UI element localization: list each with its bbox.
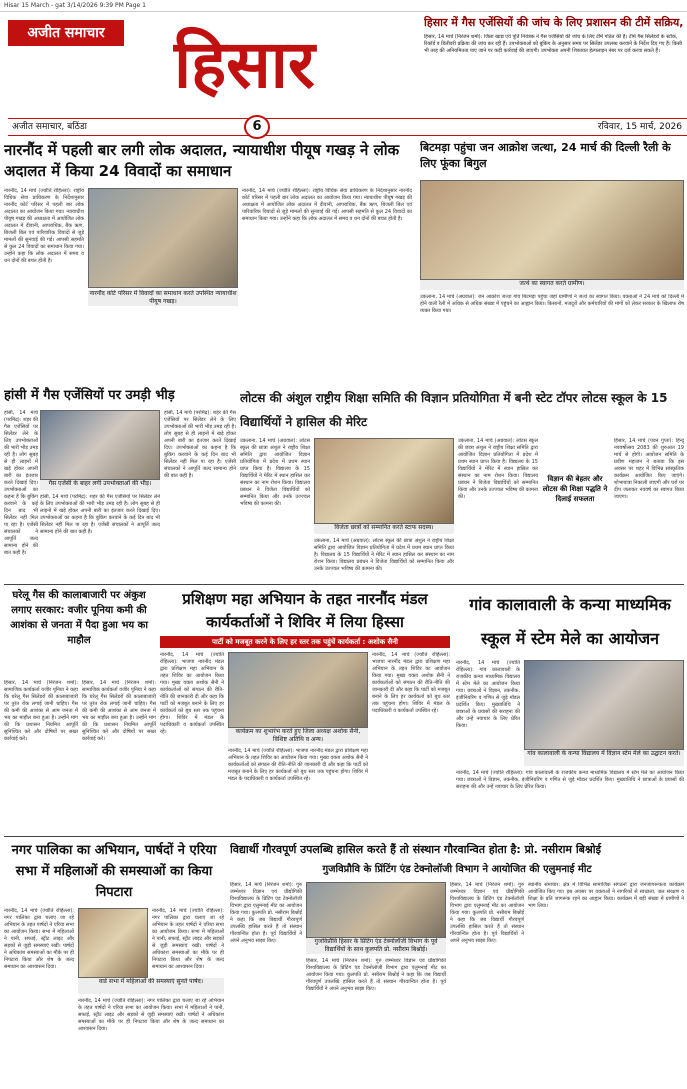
story6-photo	[228, 652, 368, 728]
story9-caption: गुजविप्रौवि हिसार के प्रिंटिंग एंड टेक्नोलॉजी विभाग के पूर्व विद्यार्थियों के साथ कुलपति प्रो. नसीराम बिश्नोई।	[306, 938, 446, 954]
story6-subhead: पार्टी को मजबूत करने के लिए हर स्तर तक पहुंचें कार्यकर्ता : अशोक सैनी	[160, 636, 450, 648]
story7-text-cont: नारनौंद, 14 मार्च (ज्योति रोहिल्ला): गांव कालावाली के राजकीय कन्या माध्यमिक विद्यालय में स्टेम मेले का आयोजन किया गया। छात्राओं ने विज्ञान, तकनीक, इंजीनियरिंग व गणित से जुड़े मॉडल प्रदर्शित किए। मुख्यातिथि ने छात्राओं के प्रयासों की सराहना की और उन्हें नवाचार के लिए प्रेरित किया।	[456, 770, 684, 790]
story9-headline: विद्यार्थी गौरवपूर्ण उपलब्धि हासिल करते हैं तो संस्थान गौरवान्वित होता है: प्रो. नसीराम बिश्नोई	[230, 843, 601, 856]
city-title: हिसार	[174, 25, 315, 103]
story8-text: नारनौंद, 14 मार्च (ज्योति रोहिल्ला): नगर पालिका द्वारा चलाए जा रहे अभियान के तहत पार्षदों ने एरिया सभा का आयोजन किया। सभा में महिलाओं ने पानी, सफाई, स्ट्रीट लाइट और सड़कों से जुड़ी समस्याएं रखीं। पार्षदों ने अधिकांश समस्याओं का मौके पर ही निपटारा किया और शेष के जल्द समाधान का आश्वासन दिया।	[4, 908, 74, 970]
story4-text-col3: उकलाना, 14 मार्च (अग्रवाल): लोटस स्कूल की छात्रा अंशुल ने राष्ट्रीय शिक्षा समिति द्वारा आयोजित विज्ञान प्रतियोगिता में प्रदेश में प्रथम स्थान प्राप्त किया है। विद्यालय के 15 विद्यार्थियों ने मेरिट में स्थान हासिल कर संस्थान का नाम रोशन किया। विद्यालय प्रबंधन ने विजेता विद्यार्थियों को सम्मानित किया और उनके उज्ज्वल भविष्य की कामना की।	[458, 438, 538, 500]
story5-text: हिसार, 14 मार्च (निरंजन शर्मा): सामाजिक कार्यकर्ता वजीर पूनिया ने कहा कि घरेलू गैस सिलेंडरों की कालाबाजारी पर तुरंत रोक लगाई जानी चाहिए। गैस की कमी की आशंका से आम जनता में भय का माहौल बना हुआ है। उन्होंने मांग की कि प्रशासन नियमित आपूर्ति सुनिश्चित करे और दोषियों पर सख्त कार्रवाई करे।	[4, 680, 78, 742]
page-number: 6	[244, 115, 270, 139]
edition-line	[8, 118, 687, 136]
story8-headline: नगर पालिका का अभियान, पार्षदों ने एरिया सभा में महिलाओं की समस्याओं का किया निपटारा	[11, 843, 217, 900]
story1-headline: नारनौंद में पहली बार लगी लोक अदालत, न्यायाधीश पीयूष गखड़ ने लोक अदालत में किया 24 विवादों का समाधान	[4, 141, 400, 180]
story2-headline: बिटमड़ा पहुंचा जन आक्रोश जत्था, 24 मार्च की दिल्ली रैली के लिए फूंका बिगुल	[420, 141, 671, 170]
story7-text: नारनौंद, 14 मार्च (ज्योति रोहिल्ला): गांव कालावाली के राजकीय कन्या माध्यमिक विद्यालय में स्टेम मेले का आयोजन किया गया। छात्राओं ने विज्ञान, तकनीक, इंजीनियरिंग व गणित से जुड़े मॉडल प्रदर्शित किए। मुख्यातिथि ने छात्राओं के प्रयासों की सराहना की और उन्हें नवाचार के लिए प्रेरित किया।	[456, 660, 520, 729]
story9-text-cont2: हिसार, 14 मार्च (निरंजन शर्मा): गुरु जम्भेश्वर विज्ञान एवं प्रौद्योगिकी विश्वविद्यालय के प्रिंटिंग एंड टेक्नोलॉजी विभाग द्वारा एलुमनाई मीट का आयोजन किया गया। कुलपति प्रो. नसीराम बिश्नोई ने कहा कि जब विद्यार्थी गौरवपूर्ण उपलब्धि हासिल करते हैं तो संस्थान गौरवान्वित होता है। पूर्व विद्यार्थियों ने अपने अनुभव साझा किए।	[450, 882, 524, 944]
issue-date: रविवार, 15 मार्च, 2026	[597, 122, 682, 132]
story4-subhead: विज्ञान की बेहतर और लोटस की शिक्षा पद्धति ने दिलाई सफलता	[542, 475, 608, 503]
story9-text: हिसार, 14 मार्च (निरंजन शर्मा): गुरु जम्भेश्वर विज्ञान एवं प्रौद्योगिकी विश्वविद्यालय के प्रिंटिंग एंड टेक्नोलॉजी विभाग द्वारा एलुमनाई मीट का आयोजन किया गया। कुलपति प्रो. नसीराम बिश्नोई ने कहा कि जब विद्यार्थी गौरवपूर्ण उपलब्धि हासिल करते हैं तो संस्थान गौरवान्वित होता है। पूर्व विद्यार्थियों ने अपने अनुभव साझा किए।	[230, 882, 302, 944]
story9-photo	[306, 882, 446, 938]
story3-photo	[40, 410, 160, 480]
masthead	[4, 14, 684, 134]
story10-text: स्थानीय समाचार: क्षेत्र में विभिन्न सामाजिक संगठनों द्वारा जनजागरूकता कार्यक्रम आयोजित किए गए। इस अवसर पर वक्ताओं ने नागरिकों से स्वच्छता, जल संरक्षण व शिक्षा के प्रति जागरूक रहने का आह्वान किया। कार्यक्रम में बड़ी संख्या में ग्रामीणों ने भाग लिया।	[528, 882, 684, 909]
story1-photo	[88, 188, 238, 288]
story6-text-cont2: नारनौंद, 14 मार्च (ज्योति रोहिल्ला): भाजपा नारनौंद मंडल द्वारा प्रशिक्षण महा अभियान के तहत शिविर का आयोजन किया गया। मुख्य वक्ता अशोक सैनी ने कार्यकर्ताओं को संगठन की रीति-नीति की जानकारी दी और कहा कि पार्टी को मजबूत बनाने के लिए हर कार्यकर्ता को बूथ स्तर तक पहुंचना होगा। शिविर में मंडल के पदाधिकारी व कार्यकर्ता उपस्थित रहे।	[228, 748, 368, 782]
story1-text: नारनौंद, 14 मार्च (ज्योति रोहिल्ला): राष्ट्रीय विधिक सेवा प्राधिकरण के निर्देशानुसार नारनौंद कोर्ट परिसर में पहली बार लोक अदालत का आयोजन किया गया। न्यायाधीश पीयूष गखड़ की अध्यक्षता में आयोजित लोक अदालत में दीवानी, आपराधिक, बैंक ऋण, बिजली बिल एवं पारिवारिक विवादों से जुड़े मामलों की सुनवाई की गई। आपसी सहमति से कुल 24 विवादों का समाधान किया गया। उन्होंने कहा कि लोक अदालत में समय व धन दोनों की बचत होती है।	[4, 188, 84, 264]
story8-caption: वार्ड सभा में महिलाओं की समस्याएं सुनते पार्षद।	[78, 978, 224, 994]
story8-photo	[78, 908, 148, 978]
story3-text-cont2: हांसी, 14 मार्च (परमिंद्र): शहर की गैस एजेंसियों पर सिलेंडर लेने के लिए उपभोक्ताओं की भारी भीड़ उमड़ रही है। लोग सुबह से ही लाइनों में खड़े होकर अपनी बारी का इंतजार करते दिखाई दिए। उपभोक्ताओं का कहना है कि बुकिंग करवाने के कई दिन बाद भी सिलेंडर नहीं मिल पा रहा है। एजेंसी संचालकों ने आपूर्ति जल्द सामान्य होने की बात कही है।	[40, 494, 160, 535]
story3-text: हांसी, 14 मार्च (परमिंद्र): शहर की गैस एजेंसियों पर सिलेंडर लेने के लिए उपभोक्ताओं की भारी भीड़ उमड़ रही है। लोग सुबह से ही लाइनों में खड़े होकर अपनी बारी का इंतजार करते दिखाई दिए। उपभोक्ताओं का कहना है कि बुकिंग करवाने के कई दिन बाद भी सिलेंडर नहीं मिल पा रहा है। एजेंसी संचालकों ने आपूर्ति जल्द सामान्य होने की बात कही है।	[4, 410, 38, 556]
story4-text-cont: उकलाना, 14 मार्च (अग्रवाल): लोटस स्कूल की छात्रा अंशुल ने राष्ट्रीय शिक्षा समिति द्वारा आयोजित विज्ञान प्रतियोगिता में प्रदेश में प्रथम स्थान प्राप्त किया है। विद्यालय के 15 विद्यार्थियों ने मेरिट में स्थान हासिल कर संस्थान का नाम रोशन किया। विद्यालय प्रबंधन ने विजेता विद्यार्थियों को सम्मानित किया और उनके उज्ज्वल भविष्य की कामना की।	[314, 538, 454, 572]
story6-headline: प्रशिक्षण महा अभियान के तहत नारनौंद मंडल कार्यकर्ताओं ने शिविर में लिया हिस्सा	[182, 590, 428, 631]
story11-text: हिसार, 14 मार्च (पवन गुप्ता): हिन्दू नववर्षोत्सव 2083 की शुरुआत 19 मार्च से होगी। आयोजन समिति के प्रवीण महाजन ने बताया कि इस अवसर पर शहर में विभिन्न सांस्कृतिक कार्यक्रम आयोजित किए जाएंगे। शोभायात्रा निकाली जाएगी और घरों पर दीप जलाकर नववर्ष का स्वागत किया जाएगा।	[614, 438, 684, 500]
story3-caption: गैस एजेंसी के बाहर लगी उपभोक्ताओं की भीड़।	[40, 480, 160, 490]
story7-headline: गांव कालावाली के कन्या माध्यमिक स्कूल में स्टेम मेले का आयोजन	[469, 595, 671, 648]
section-rule	[4, 584, 684, 585]
story1-text-cont: नारनौंद, 14 मार्च (ज्योति रोहिल्ला): राष्ट्रीय विधिक सेवा प्राधिकरण के निर्देशानुसार नारनौंद कोर्ट परिसर में पहली बार लोक अदालत का आयोजन किया गया। न्यायाधीश पीयूष गखड़ की अध्यक्षता में आयोजित लोक अदालत में दीवानी, आपराधिक, बैंक ऋण, बिजली बिल एवं पारिवारिक विवादों से जुड़े मामलों की सुनवाई की गई। आपसी सहमति से कुल 24 विवादों का समाधान किया गया। उन्होंने कहा कि लोक अदालत में समय व धन दोनों की बचत होती है।	[242, 188, 412, 222]
story3-text-cont: हांसी, 14 मार्च (परमिंद्र): शहर की गैस एजेंसियों पर सिलेंडर लेने के लिए उपभोक्ताओं की भारी भीड़ उमड़ रही है। लोग सुबह से ही लाइनों में खड़े होकर अपनी बारी का इंतजार करते दिखाई दिए। उपभोक्ताओं का कहना है कि बुकिंग करवाने के कई दिन बाद भी सिलेंडर नहीं मिल पा रहा है। एजेंसी संचालकों ने आपूर्ति जल्द सामान्य होने की बात कही है।	[164, 410, 236, 479]
story7-caption: गांव कालावाली के कन्या विद्यालय में विज्ञान स्टेम मेले का उद्घाटन करते।	[524, 750, 684, 766]
story4-text: उकलाना, 14 मार्च (अग्रवाल): लोटस स्कूल की छात्रा अंशुल ने राष्ट्रीय शिक्षा समिति द्वारा आयोजित विज्ञान प्रतियोगिता में प्रदेश में प्रथम स्थान प्राप्त किया है। विद्यालय के 15 विद्यार्थियों ने मेरिट में स्थान हासिल कर संस्थान का नाम रोशन किया। विद्यालय प्रबंधन ने विजेता विद्यार्थियों को सम्मानित किया और उनके उज्ज्वल भविष्य की कामना की।	[240, 438, 310, 507]
story4-headline: लोटस की अंशुल राष्ट्रीय शिक्षा समिति की विज्ञान प्रतियोगिता में बनी स्टेट टॉपर लोटस स्कूल के 15 विद्यार्थियों ने हासिल की मेरिट	[240, 391, 668, 429]
lead-right-headline: हिसार में गैस एजेंसियों की जांच के लिए प्रशासन की टीमें सक्रिय,	[424, 16, 684, 29]
story5-headline: घरेलू गैस की कालाबाजारी पर अंकुश लगाए सरकार: वजीर पूनिया कमी की आशंका से जनता में पैदा हुआ भय का माहौल	[10, 590, 148, 646]
story7-photo	[524, 660, 684, 750]
story6-caption: कार्यक्रम का शुभारंभ करते हुए जिला अध्यक्ष अशोक सैनी, विशिष्ट अतिथि व अन्य।	[228, 728, 368, 744]
newspaper-brand: अजीत समाचार	[8, 20, 124, 46]
print-slug: Hisar 15 March - gat 3/14/2026 9:39 PM Page 1	[0, 0, 687, 12]
story2-text: उकलाना, 14 मार्च (अग्रवाल): जन आक्रोश जत्था गांव बिटमड़ा पहुंचा जहां ग्रामीणों ने जत्थे का स्वागत किया। वक्ताओं ने 24 मार्च को दिल्ली में होने वाली रैली में अधिक से अधिक संख्या में पहुंचने का आह्वान किया। किसानों, मजदूरों और कर्मचारियों की मांगों को लेकर सरकार के खिलाफ रोष व्यक्त किया गया।	[420, 294, 684, 314]
story2-caption: जत्थे का स्वागत करते ग्रामीण।	[420, 280, 684, 290]
story3-headline: हांसी में गैस एजेंसियों पर उमड़ी भीड़	[4, 388, 175, 403]
story8-text-cont2: नारनौंद, 14 मार्च (ज्योति रोहिल्ला): नगर पालिका द्वारा चलाए जा रहे अभियान के तहत पार्षदों ने एरिया सभा का आयोजन किया। सभा में महिलाओं ने पानी, सफाई, स्ट्रीट लाइट और सड़कों से जुड़ी समस्याएं रखीं। पार्षदों ने अधिकांश समस्याओं का मौके पर ही निपटारा किया और शेष के जल्द समाधान का आश्वासन दिया।	[78, 998, 224, 1032]
story4-caption: विजेता छात्रों को सम्मानित करते स्टाफ सदस्य।	[314, 524, 454, 534]
story2-photo	[420, 180, 684, 280]
publisher-line: अजीत समाचार, बठिंडा	[12, 122, 87, 132]
section-rule-2	[4, 836, 684, 837]
story1-caption: नारनौंद कोर्ट परिसर में विवादों का समाधान करते उपस्थित न्यायाधीश पीयूष गखड़।	[89, 290, 237, 305]
story9-subhead: गुजविप्रौवि के प्रिंटिंग एंड टेक्नोलॉजी विभाग ने आयोजित की एलुमनाई मीट	[322, 864, 592, 875]
story5-text-cont: हिसार, 14 मार्च (निरंजन शर्मा): सामाजिक कार्यकर्ता वजीर पूनिया ने कहा कि घरेलू गैस सिलेंडरों की कालाबाजारी पर तुरंत रोक लगाई जानी चाहिए। गैस की कमी की आशंका से आम जनता में भय का माहौल बना हुआ है। उन्होंने मांग की कि प्रशासन नियमित आपूर्ति सुनिश्चित करे और दोषियों पर सख्त कार्रवाई करे।	[82, 680, 156, 742]
story8-text-cont: नारनौंद, 14 मार्च (ज्योति रोहिल्ला): नगर पालिका द्वारा चलाए जा रहे अभियान के तहत पार्षदों ने एरिया सभा का आयोजन किया। सभा में महिलाओं ने पानी, सफाई, स्ट्रीट लाइट और सड़कों से जुड़ी समस्याएं रखीं। पार्षदों ने अधिकांश समस्याओं का मौके पर ही निपटारा किया और शेष के जल्द समाधान का आश्वासन दिया।	[152, 908, 224, 970]
story9-text-cont: हिसार, 14 मार्च (निरंजन शर्मा): गुरु जम्भेश्वर विज्ञान एवं प्रौद्योगिकी विश्वविद्यालय के प्रिंटिंग एंड टेक्नोलॉजी विभाग द्वारा एलुमनाई मीट का आयोजन किया गया। कुलपति प्रो. नसीराम बिश्नोई ने कहा कि जब विद्यार्थी गौरवपूर्ण उपलब्धि हासिल करते हैं तो संस्थान गौरवान्वित होता है। पूर्व विद्यार्थियों ने अपने अनुभव साझा किए।	[306, 958, 446, 992]
story4-photo	[314, 438, 454, 524]
lead-right-text: हिसार, 14 मार्च (निरंजन शर्मा): जिला खाद्य एवं पूर्ति नियंत्रक ने गैस एजेंसियों की जांच के लिए टीमें गठित की हैं। टीमें गैस सिलेंडरों के स्टॉक, रिकॉर्ड व डिलीवरी प्रक्रिया की जांच कर रही हैं। उपभोक्ताओं को बुकिंग के अनुसार समय पर सिलेंडर उपलब्ध करवाने के निर्देश दिए गए हैं। किसी भी तरह की अनियमितता पाए जाने पर कड़ी कार्रवाई की जाएगी। उपभोक्ता अपनी शिकायत हेल्पलाइन नंबर पर दर्ज करवा सकते हैं।	[424, 34, 683, 54]
story6-text: नारनौंद, 14 मार्च (ज्योति रोहिल्ला): भाजपा नारनौंद मंडल द्वारा प्रशिक्षण महा अभियान के तहत शिविर का आयोजन किया गया। मुख्य वक्ता अशोक सैनी ने कार्यकर्ताओं को संगठन की रीति-नीति की जानकारी दी और कहा कि पार्टी को मजबूत बनाने के लिए हर कार्यकर्ता को बूथ स्तर तक पहुंचना होगा। शिविर में मंडल के पदाधिकारी व कार्यकर्ता उपस्थित रहे।	[160, 652, 224, 735]
story6-text-cont: नारनौंद, 14 मार्च (ज्योति रोहिल्ला): भाजपा नारनौंद मंडल द्वारा प्रशिक्षण महा अभियान के तहत शिविर का आयोजन किया गया। मुख्य वक्ता अशोक सैनी ने कार्यकर्ताओं को संगठन की रीति-नीति की जानकारी दी और कहा कि पार्टी को मजबूत बनाने के लिए हर कार्यकर्ता को बूथ स्तर तक पहुंचना होगा। शिविर में मंडल के पदाधिकारी व कार्यकर्ता उपस्थित रहे।	[372, 652, 450, 714]
